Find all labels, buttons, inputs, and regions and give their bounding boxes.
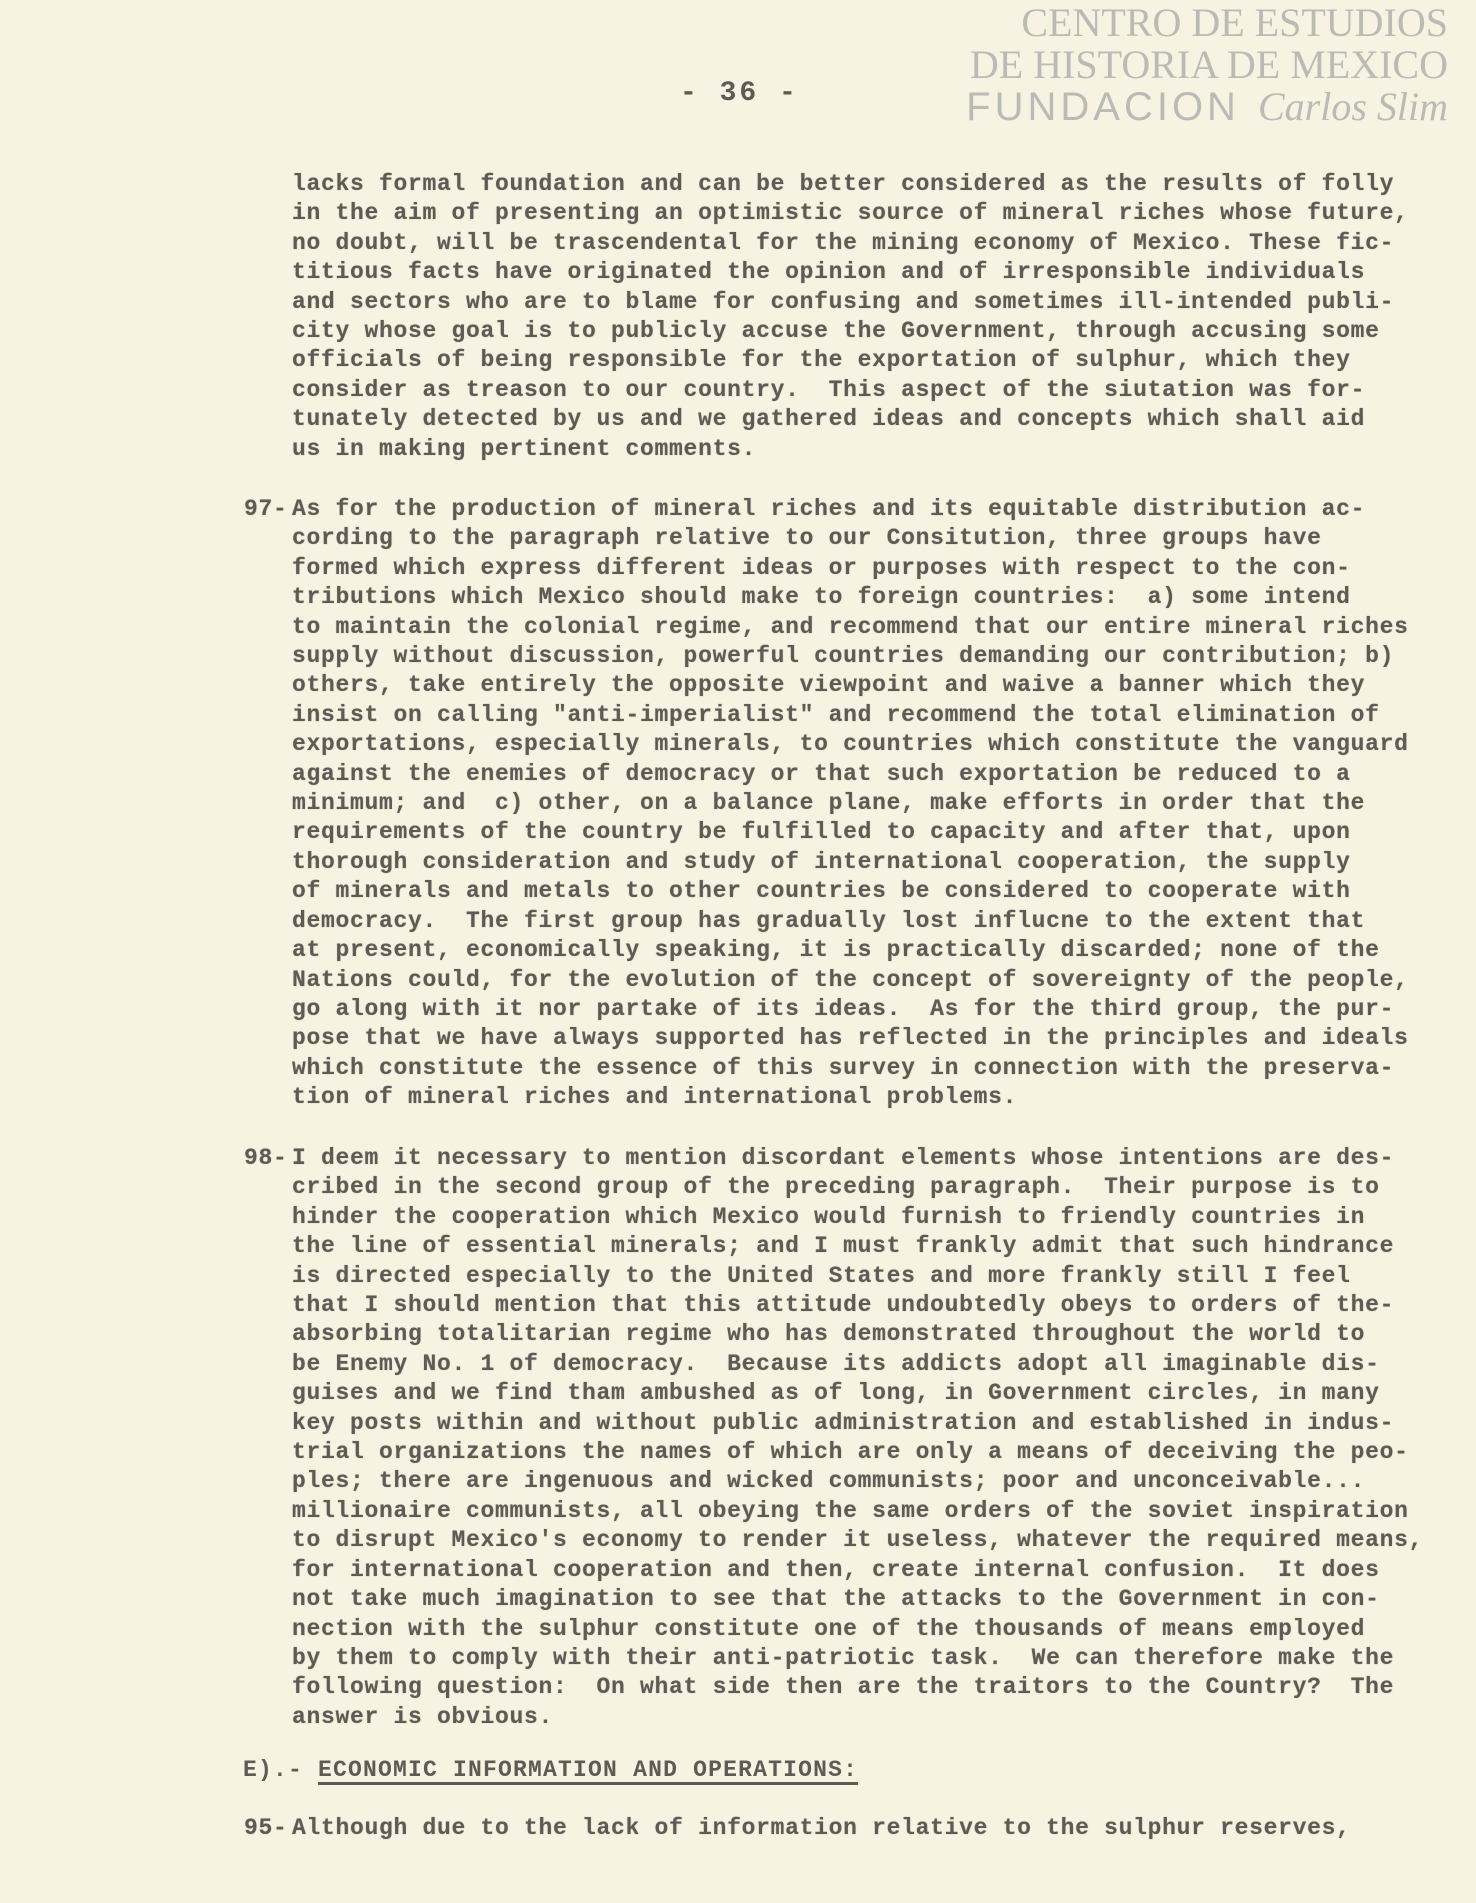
text-line: formed which express different ideas or purposes with respect to the con-: [292, 554, 1351, 581]
watermark-line: ESTUDIOS: [1254, 0, 1448, 45]
paragraph-intro: [292, 170, 1409, 464]
watermark-row: [888, 44, 1448, 86]
text-line: go along with it nor partake of its ideas. As for the third group, the pur-: [292, 995, 1395, 1022]
text-line: Nations could, for the evolution of the concept of sovereignty of the people,: [292, 966, 1409, 993]
text-line: thorough consideration and study of international cooperation, the supply: [292, 848, 1351, 875]
section-heading: [243, 1757, 858, 1783]
text-line: guises and we find tham ambushed as of long, in Government circles, in many: [292, 1380, 1380, 1407]
text-line: Although due to the lack of information relative to the sulphur reserves,: [292, 1815, 1351, 1841]
section-prefix: E).-: [243, 1757, 319, 1783]
text-line: for international cooperation and then, create internal confusion. It does: [292, 1556, 1380, 1583]
text-line: no doubt, will be trascendental for the mining economy of Mexico. These fic-: [292, 229, 1395, 256]
text-line: in the aim of presenting an optimistic source of mineral riches whose future,: [292, 200, 1409, 227]
text-line: that I should mention that this attitude undoubtedly obeys to orders of the-: [292, 1292, 1395, 1319]
text-line: requirements of the country be fulfilled to capacity and after that, upon: [292, 819, 1351, 846]
text-line: absorbing totalitarian regime who has demonstrated throughout the world to: [292, 1321, 1366, 1348]
text-line: insist on calling "anti-imperialist" and recommend the total elimination of: [292, 701, 1380, 728]
watermark-line: CENTRO DE: [1021, 0, 1245, 45]
text-line: city whose goal is to publicly accuse the Government, through accusing some: [292, 318, 1380, 345]
watermark-foundation: FUNDACION: [966, 85, 1240, 129]
text-line: I deem it necessary to mention discordant elements whose intentions are des-: [292, 1145, 1395, 1171]
text-line: lacks formal foundation and can be better considered as the results of folly: [292, 171, 1395, 197]
page-number: - 36 -: [680, 78, 799, 109]
text-line: against the enemies of democracy or that such exportation be reduced to a: [292, 760, 1351, 787]
text-line: be Enemy No. 1 of democracy. Because its addicts adopt all imaginable dis-: [292, 1350, 1380, 1377]
watermark-line: DE MEXICO: [1226, 42, 1448, 87]
text-line: others, take entirely the opposite viewpoint and waive a banner which they: [292, 672, 1366, 699]
text-line: officials of being responsible for the exportation of sulphur, which they: [292, 347, 1351, 374]
text-line: supply without discussion, powerful countries demanding our contribution; b): [292, 643, 1395, 670]
text-line: us in making pertinent comments.: [292, 435, 757, 462]
text-line: tunately detected by us and we gathered ideas and concepts which shall aid: [292, 406, 1366, 433]
text-line: following question: On what side then are the traitors to the Country? The: [292, 1674, 1395, 1701]
text-line: by them to comply with their anti-patriotic task. We can therefore make the: [292, 1644, 1395, 1671]
text-line: at present, economically speaking, it is practically discarded; none of the: [292, 937, 1380, 964]
text-line: consider as treason to our country. This aspect of the siutation was for-: [292, 376, 1366, 403]
watermark-row: [888, 2, 1448, 44]
text-line: democracy. The first group has gradually lost influcne to the extent that: [292, 907, 1366, 934]
paragraph-95: [244, 1814, 1351, 1843]
text-line: answer is obvious.: [292, 1703, 554, 1730]
watermark-line: DE HISTORIA: [969, 42, 1217, 87]
text-line: titious facts have originated the opinion and of irresponsible individuals: [292, 259, 1366, 286]
paragraph-98: [244, 1144, 1424, 1732]
text-line: As for the production of mineral riches and its equitable distribution ac-: [292, 496, 1366, 522]
text-line: minimum; and c) other, on a balance plane, make efforts in order that the: [292, 790, 1366, 817]
text-line: to maintain the colonial regime, and recommend that our entire mineral riches: [292, 613, 1409, 640]
text-line: not take much imagination to see that the attacks to the Government in con-: [292, 1586, 1380, 1613]
paragraph-number: 98-: [244, 1145, 288, 1171]
text-line: cording to the paragraph relative to our Consitution, three groups have: [292, 525, 1322, 552]
text-line: nection with the sulphur constitute one of the thousands of means employed: [292, 1615, 1366, 1642]
section-title: ECONOMIC INFORMATION AND OPERATIONS:: [318, 1757, 859, 1783]
text-line: trial organizations the names of which are only a means of deceiving the peo-: [292, 1439, 1409, 1466]
text-line: to disrupt Mexico's economy to render it useless, whatever the required means,: [292, 1527, 1424, 1554]
paragraph-number: 97-: [244, 496, 288, 522]
text-line: millionaire communists, all obeying the same orders of the soviet inspiration: [292, 1497, 1409, 1524]
text-line: is directed especially to the United States and more frankly still I feel: [292, 1262, 1351, 1289]
text-line: cribed in the second group of the preceding paragraph. Their purpose is to: [292, 1174, 1380, 1201]
text-line: tion of mineral riches and international problems.: [292, 1084, 1018, 1111]
watermark-row: [888, 86, 1448, 128]
watermark-signature: Carlos Slim: [1257, 84, 1448, 129]
paragraph-97: [244, 495, 1409, 1113]
text-line: pose that we have always supported has reflected in the principles and ideals: [292, 1025, 1409, 1052]
archive-watermark: [888, 2, 1448, 128]
text-line: key posts within and without public administration and established in indus-: [292, 1409, 1395, 1436]
text-line: exportations, especially minerals, to countries which constitute the vanguard: [292, 731, 1409, 758]
text-line: the line of essential minerals; and I must frankly admit that such hindrance: [292, 1233, 1395, 1260]
text-line: which constitute the essence of this survey in connection with the preserva-: [292, 1054, 1395, 1081]
text-line: and sectors who are to blame for confusing and sometimes ill-intended publi-: [292, 288, 1395, 315]
paragraph-number: 95-: [244, 1815, 288, 1841]
text-line: ples; there are ingenuous and wicked communists; poor and unconceivable...: [292, 1468, 1366, 1495]
text-line: hinder the cooperation which Mexico would furnish to friendly countries in: [292, 1203, 1366, 1230]
text-line: tributions which Mexico should make to foreign countries: a) some intend: [292, 584, 1351, 611]
text-line: of minerals and metals to other countries be considered to cooperate with: [292, 878, 1351, 905]
